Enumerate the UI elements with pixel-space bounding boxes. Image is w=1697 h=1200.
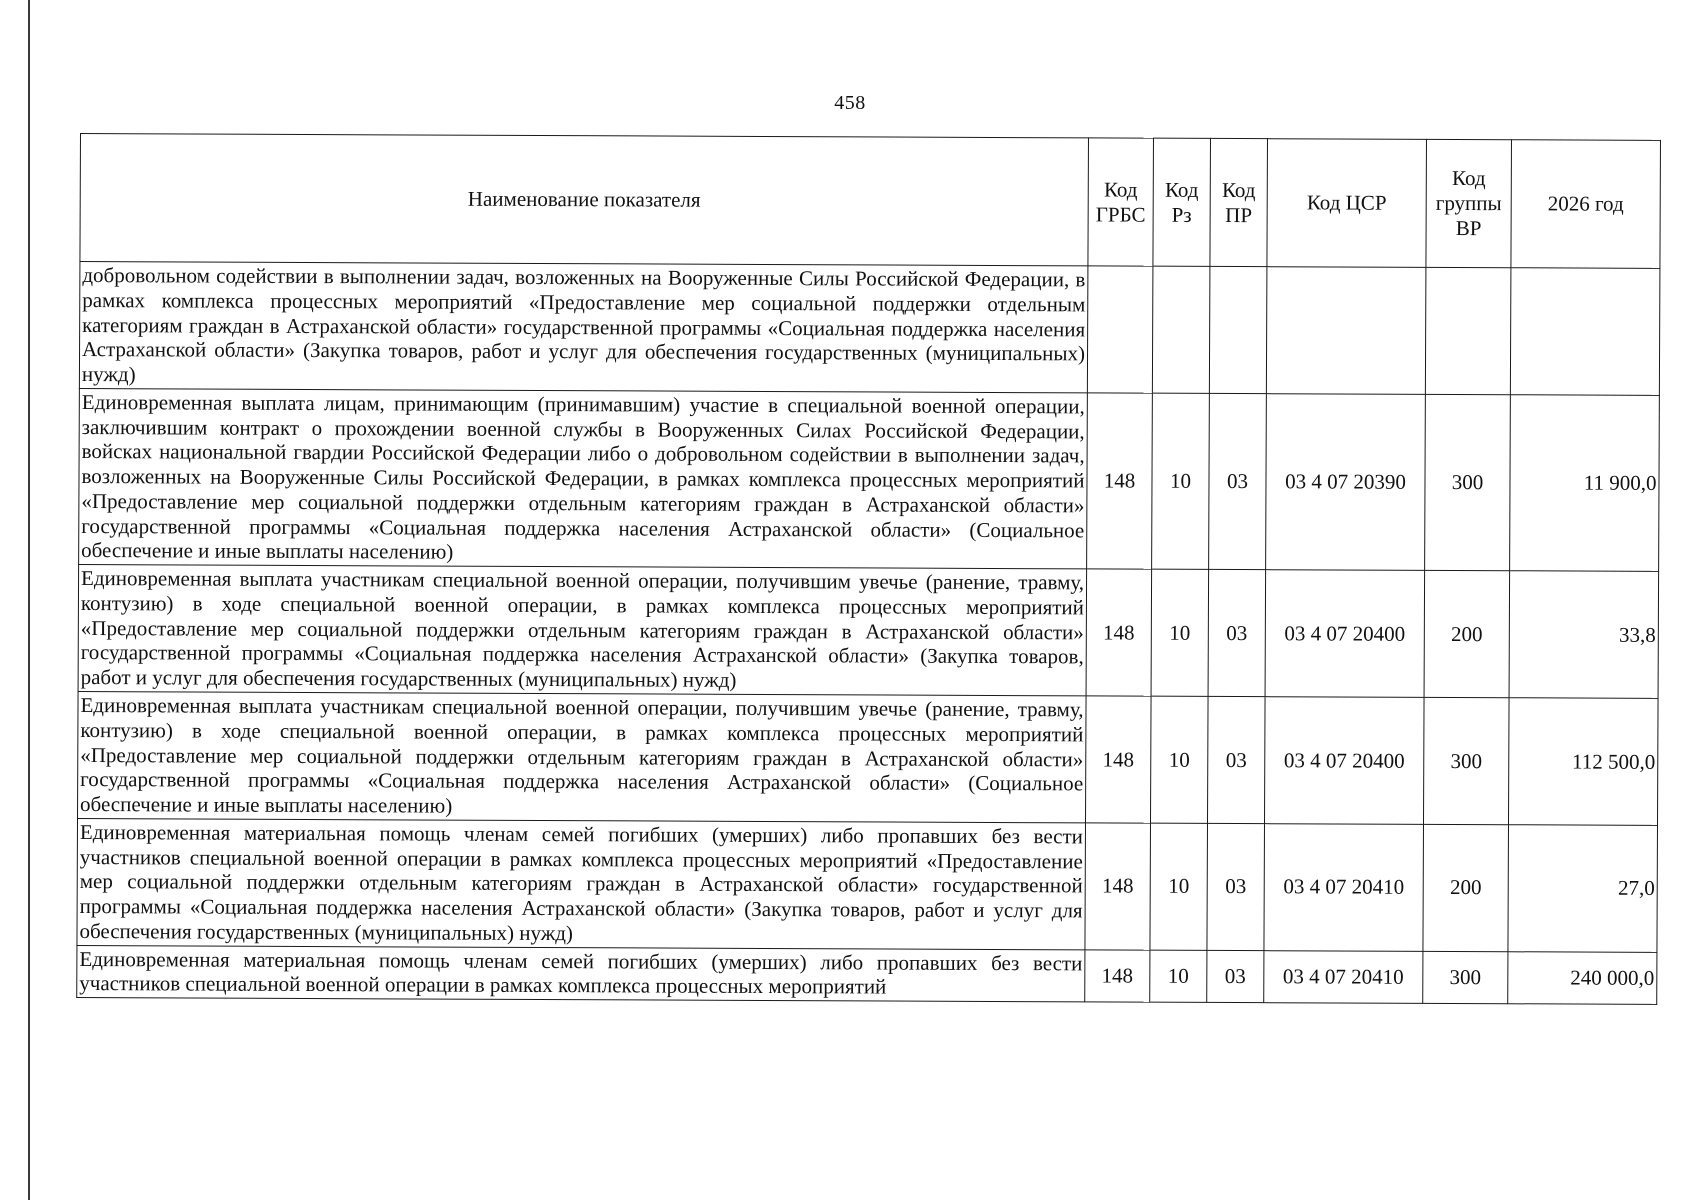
table-row [78,565,1659,699]
row-amount: 240 000,0 [1508,951,1657,1004]
row-csr: 03 4 07 20390 [1266,394,1426,571]
row-csr [1266,267,1426,395]
header-grbs: Код ГРБС [1088,138,1154,266]
row-rz: 10 [1150,950,1207,1003]
header-name: Наименование показателя [80,134,1089,266]
row-grbs: 148 [1087,393,1153,570]
row-amount: 27,0 [1508,825,1658,952]
row-csr: 03 4 07 20400 [1265,570,1425,698]
row-vr: 300 [1423,697,1509,824]
row-csr: 03 4 07 20410 [1264,824,1424,952]
row-name: Единовременная выплата участникам специальной военной операции, получившим увечье (ранение, травму, контузию) в ходе специальной военной операции, в рамках комплекса процессных мероприятий «Предоставление мер социальной поддержки отдельным категориям граждан в Астраханской области» государственной программы «Социальная поддержка населения Астраханской области» (Закупка товаров, работ и услуг для обеспечения государственных (муниципальных) нужд) [78,565,1087,696]
row-csr: 03 4 07 20400 [1264,697,1424,825]
row-grbs: 148 [1085,823,1151,950]
budget-table [76,133,1661,1005]
row-name: Единовременная выплата участникам специальной военной операции, получившим увечье (ранение, травму, контузию) в ходе специальной военной операции, в рамках комплекса процессных мероприятий «Предоставление мер социальной поддержки отдельным категориям граждан в Астраханской области» государственной программы «Социальная поддержка населения Астраханской области» (Социальное обеспечение и иные выплаты населению) [78,692,1087,823]
table-header-row [80,134,1661,269]
row-name: Единовременная выплата лицам, принимающим (принимавшим) участие в специальной военной операции, заключившим контракт о прохождении военной службы в Вооруженных Силах Российской Федерации, войсках национальной гвардии Российской Федерации либо о добровольном содействии в выполнении задач, возложенных на Вооруженные Силы Российской Федерации, в рамках комплекса процессных мероприятий «Предоставление мер социальной поддержки отдельным категориям граждан в Астраханской области» государственной программы «Социальная поддержка населения Астраханской области» (Социальное обеспечение и иные выплаты населению) [79,388,1088,569]
row-name: добровольном содействии в выполнении задач, возложенных на Вооруженные Силы Российской Федерации, в рамках комплекса процессных мероприятий «Предоставление мер социальной поддержки отдельным категориям граждан в Астраханской области» государственной программы «Социальная поддержка населения Астраханской области» (Закупка товаров, работ и услуг для обеспечения государственных (муниципальных) нужд) [79,262,1088,393]
row-pr [1209,266,1267,393]
row-amount [1510,268,1660,395]
row-rz: 10 [1152,393,1210,570]
row-name: Единовременная материальная помощь членам семей погибших (умерших) либо пропавших без вести участников специальной военной операции в рамках комплекса процессных мероприятий «Предоставление мер социальной поддержки отдельным категориям граждан в Астраханской области» государственной программы «Социальная поддержка населения Астраханской области» (Закупка товаров, работ и услуг для обеспечения государственных (муниципальных) нужд) [77,818,1086,949]
row-grbs: 148 [1086,696,1152,823]
row-pr: 03 [1209,393,1267,570]
row-rz: 10 [1151,569,1209,696]
row-vr: 300 [1425,394,1511,571]
table-row [77,818,1658,952]
row-pr: 03 [1207,823,1265,950]
row-rz [1152,266,1210,393]
table-row [79,388,1660,571]
header-csr: Код ЦСР [1267,139,1427,268]
row-grbs [1087,266,1153,393]
row-vr: 200 [1423,824,1509,951]
header-rz: Код Рз [1153,138,1211,266]
row-vr [1425,267,1511,394]
row-name: Единовременная материальная помощь членам семей погибших (умерших) либо пропавших без вести участников специальной военной операции в рамках комплекса процессных мероприятий [77,945,1085,1002]
row-vr: 300 [1423,951,1508,1004]
table-row [79,262,1660,396]
row-grbs: 148 [1085,950,1150,1003]
row-pr: 03 [1208,570,1266,697]
row-amount: 112 500,0 [1508,698,1658,825]
row-grbs: 148 [1086,569,1152,696]
row-pr: 03 [1207,950,1264,1003]
row-amount: 11 900,0 [1510,395,1660,572]
row-amount: 33,8 [1509,571,1659,698]
page-margin-line [28,0,30,1200]
header-vr: Код группы ВР [1426,139,1512,267]
row-rz: 10 [1150,823,1208,950]
header-pr: Код ПР [1210,138,1268,266]
table-row [77,945,1657,1004]
table-row [78,692,1659,826]
page-number: 458 [834,92,866,114]
row-vr: 200 [1424,571,1510,698]
row-pr: 03 [1207,696,1265,823]
row-rz: 10 [1150,696,1208,823]
header-year: 2026 год [1511,140,1661,269]
row-csr: 03 4 07 20410 [1264,950,1423,1003]
